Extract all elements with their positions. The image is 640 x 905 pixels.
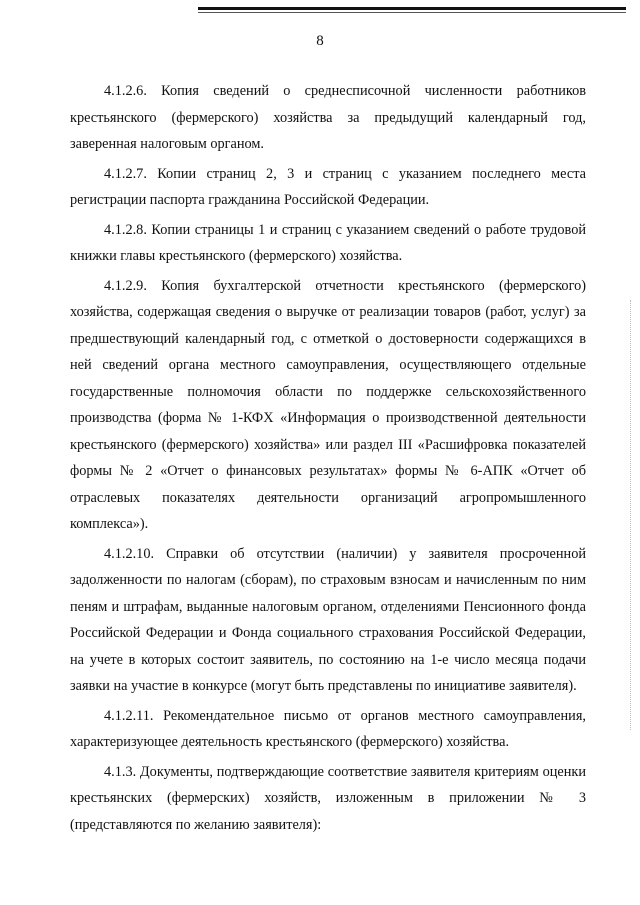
paragraph-4-1-3: 4.1.3. Документы, подтверждающие соответствие заявителя критериям оценки крестьянских (фермерских) хозяйств, изложенным в приложении № 3 (представляются по желанию заявителя):: [70, 763, 586, 833]
paragraph-4-1-2-7: 4.1.2.7. Копии страниц 2, 3 и страниц с указанием последнего места регистрации паспорта гражданина Российской Федерации.: [70, 165, 586, 208]
document-body: [70, 78, 586, 841]
header-rule: [198, 7, 626, 10]
paragraph-4-1-2-10: 4.1.2.10. Справки об отсутствии (наличии) у заявителя просроченной задолженности по налогам (сборам), по страховым взносам и начисленным по ним пеням и штрафам, выданные налоговым органом, отделениями Пенсионного фонда Российской Федерации и Фонда социального страхования Российской Федерации, на учете в которых состоит заявитель, по состоянию на 1-е число месяца подачи заявки на участие в конкурсе (могут быть представлены по инициативе заявителя).: [70, 545, 586, 694]
paragraph-4-1-2-8: 4.1.2.8. Копии страницы 1 и страниц с указанием сведений о работе трудовой книжки главы крестьянского (фермерского) хозяйства.: [70, 221, 586, 264]
scan-edge-marks: [630, 300, 632, 730]
header-rule-thin: [198, 12, 626, 13]
page-number: 8: [316, 33, 324, 49]
paragraph-4-1-2-11: 4.1.2.11. Рекомендательное письмо от органов местного самоуправления, характеризующее деятельность крестьянского (фермерского) хозяйства.: [70, 707, 586, 750]
paragraph-4-1-2-6: 4.1.2.6. Копия сведений о среднесписочной численности работников крестьянского (фермерского) хозяйства за предыдущий календарный год, заверенная налоговым органом.: [70, 83, 586, 152]
paragraph-4-1-2-9: 4.1.2.9. Копия бухгалтерской отчетности крестьянского (фермерского) хозяйства, содержащая сведения о выручке от реализации товаров (работ, услуг) за предшествующий календарный год, с отметкой о достоверности содержащихся в ней сведений органа местного самоуправления, осуществляющего отдельные государственные полномочия области по поддержке сельскохозяйственного производства (форма № 1-КФХ «Информация о производственной деятельности крестьянского (фермерского) хозяйства» или раздел III «Расшифровка показателей формы № 2 «Отчет о финансовых результатах» формы № 6-АПК «Отчет об отраслевых показателях деятельности организаций агропромышленного комплекса»).: [70, 277, 586, 532]
